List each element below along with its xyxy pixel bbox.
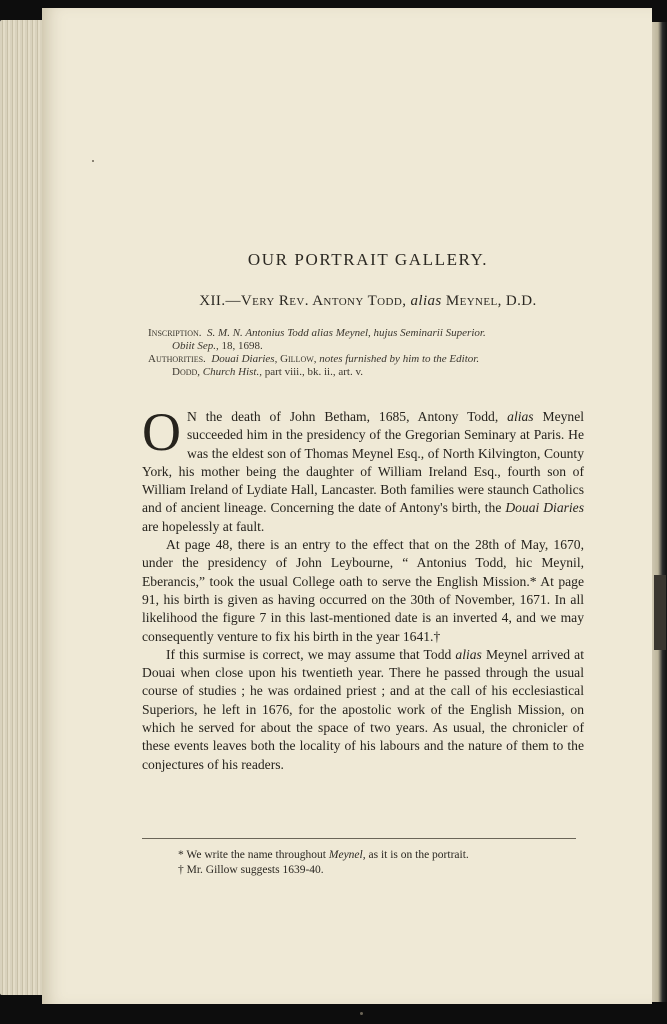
footnote-1-b: as it is on the portrait. bbox=[368, 849, 469, 861]
paragraph-3-text-b: Meynel arrived at Douai when close upon his twentieth year. There he passed through the usual course of studies ; he was ordained priest ; and at the call of his ecclesiastical Superiors, he left in 1676, for the apostolic work of the English Mission, on which he served for about the space of two years. As usual, the chronicler of these events leaves both the locality of his labours and the nature of them to the conjectures of his readers. bbox=[142, 646, 584, 772]
footnotes bbox=[178, 848, 578, 878]
paragraph-3-text-a: If this surmise is correct, we may assume that Todd bbox=[166, 646, 452, 662]
footnote-2: † Mr. Gillow suggests 1639-40. bbox=[178, 864, 324, 876]
paper-speck bbox=[360, 1012, 363, 1015]
paragraph-2: At page 48, there is an entry to the effect that on the 28th of May, 1670, under the presidency of John Leybourne, “ Antonius Todd, hic Meynil, Eberancis,” took the usual College oath to serve the English Mission.* At page 91, his birth is given as having occurred on the 30th of November, 1671. In all likelihood the figure 7 in this last-mentioned date is an inverted 4, and we may consequently venture to fix his birth in the year 1641.† bbox=[142, 537, 584, 644]
paragraph-1-text-c: are hopelessly at fault. bbox=[142, 518, 265, 534]
authorities-name-1: Gillow, bbox=[280, 353, 317, 365]
authorities-note: notes furnished by him to the Editor. bbox=[319, 353, 480, 365]
paragraph-1-italic: Douai Diaries bbox=[505, 500, 585, 516]
drop-cap: O bbox=[142, 402, 181, 462]
paragraph-1-text-b: Meynel succeeded him in the presidency of the Gregorian Seminary at Paris. He was the eldest son of Thomas Meynel Esq., of North Kilvington, County York, his mother being the daughter of William Ireland Esq., fourth son of William Ireland of Lydiate Hall, Lancaster. Both families were staunch Catholics and of ancient lineage. Concerning the date of Antony's birth, the bbox=[142, 409, 585, 516]
inscription-line-2 bbox=[148, 340, 588, 353]
inscription-obiit: Obiit Sep., bbox=[172, 340, 219, 352]
inscription-line bbox=[148, 327, 588, 340]
gallery-title: OUR PORTRAIT GALLERY. bbox=[247, 250, 489, 269]
paragraph-3-alias: alias bbox=[455, 646, 482, 662]
article-body bbox=[142, 402, 585, 774]
footnote-1 bbox=[178, 848, 578, 863]
chapter-name-prefix: Very Rev. Antony Todd, bbox=[240, 293, 407, 309]
chapter-title bbox=[142, 293, 594, 310]
authorities-source-1: Douai Diaries, bbox=[211, 353, 278, 365]
paragraph-1 bbox=[142, 402, 585, 536]
authorities-reference: part viii., bk. ii., art. v. bbox=[264, 366, 363, 378]
authorities-name-2: Dodd, bbox=[172, 366, 201, 378]
inscription-label: Inscription. bbox=[148, 327, 202, 339]
authorities-source-2: Church Hist., bbox=[202, 366, 262, 378]
paragraph-3 bbox=[142, 646, 584, 774]
footnote-1-a: * We write the name throughout bbox=[178, 849, 327, 861]
footnote-rule bbox=[142, 838, 576, 839]
authorities-label: Authorities. bbox=[148, 353, 206, 365]
book-gutter bbox=[652, 22, 667, 1002]
chapter-numeral: XII.— bbox=[199, 293, 241, 309]
paragraph-1-text-a: N the death of John Betham, 1685, Antony Todd, bbox=[187, 409, 499, 424]
chapter-name-suffix: Meynel, D.D. bbox=[445, 293, 537, 309]
sources-block bbox=[148, 327, 588, 379]
inscription-text: S. M. N. Antonius Todd alias Meynel, hujus Seminarii Superior. bbox=[207, 327, 486, 339]
authorities-line bbox=[148, 353, 588, 366]
footnote-1-italic: Meynel, bbox=[328, 849, 366, 861]
inscription-date: 18, 1698. bbox=[221, 340, 263, 352]
bookmark-ribbon bbox=[654, 575, 666, 650]
chapter-alias: alias bbox=[410, 293, 442, 309]
paragraph-1-alias: alias bbox=[507, 409, 534, 424]
authorities-line-2 bbox=[148, 366, 588, 379]
paper-speck bbox=[92, 160, 94, 162]
